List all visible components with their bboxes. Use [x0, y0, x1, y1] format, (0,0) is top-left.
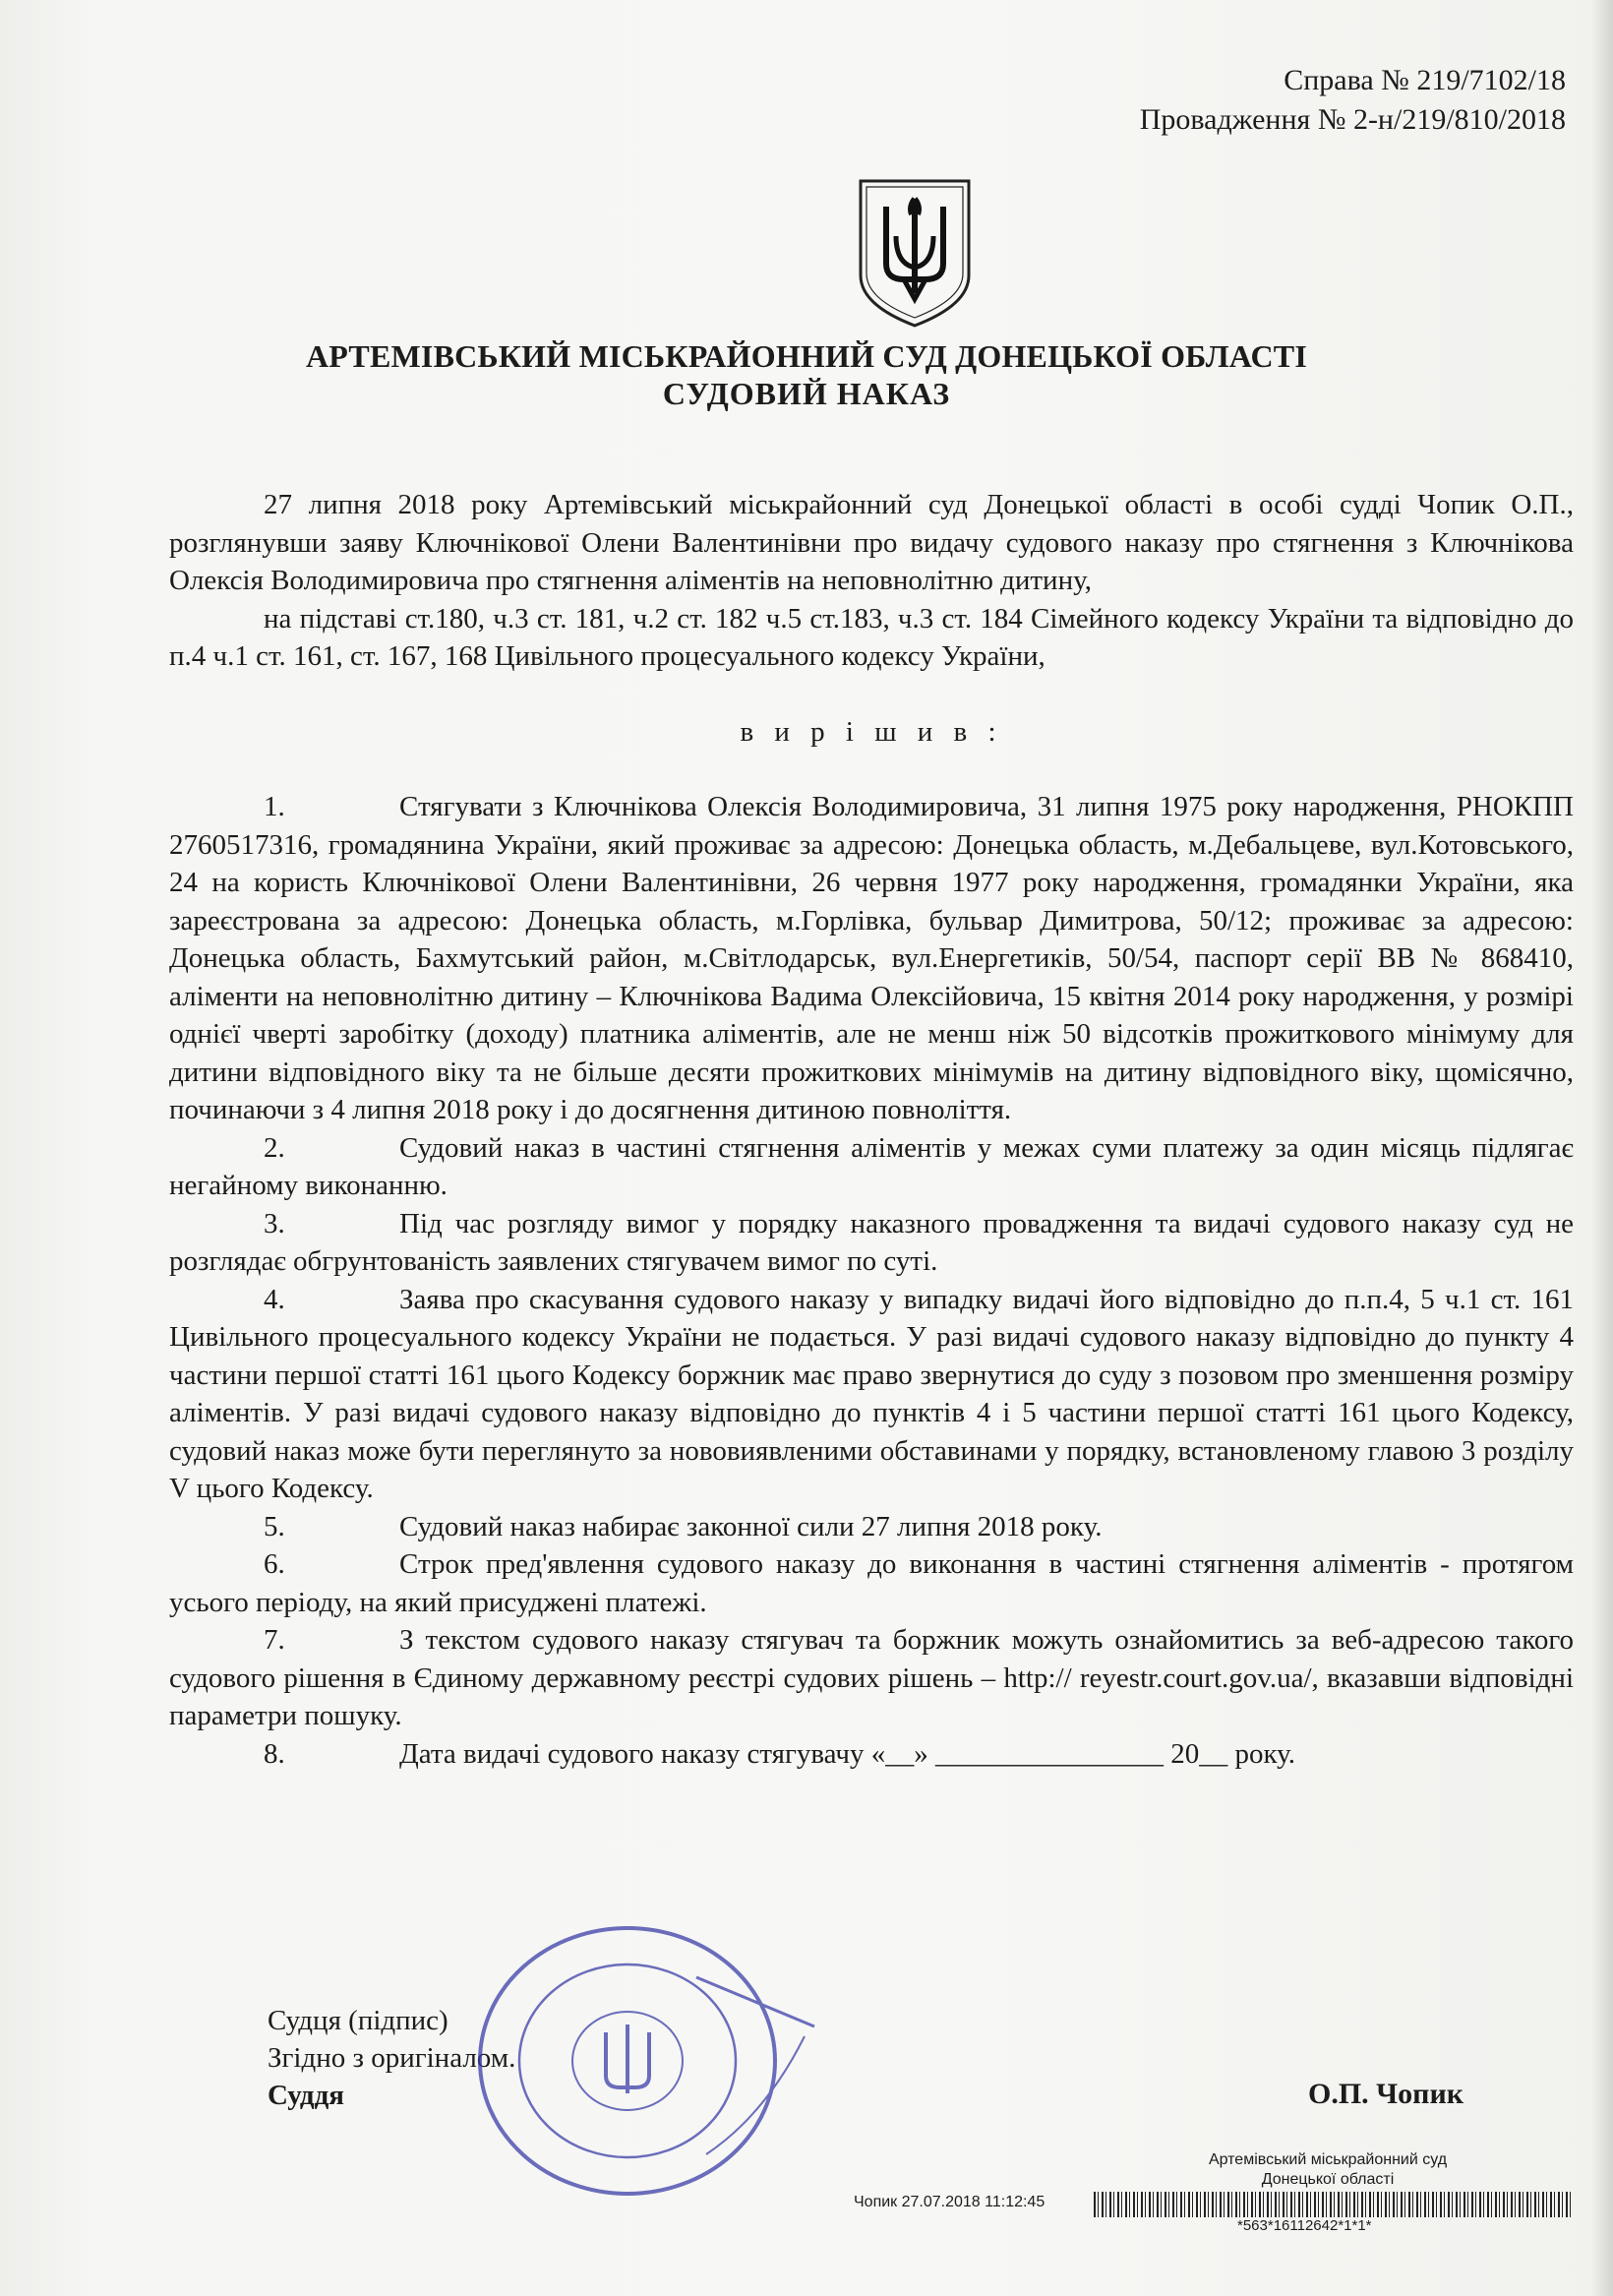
order-item: 8. Дата видачі судового наказу стягувачу «__» ________________ 20__ року. — [264, 1737, 1295, 1770]
proceeding-number: Провадження № 2-н/219/810/2018 — [1139, 103, 1566, 136]
judge-name: О.П. Чопик — [1308, 2078, 1464, 2110]
order-item: 3. Під час розгляду вимог у порядку наказного провадження та видачі судового наказу суд не розглядає обгрунтованість заявлених стягувачем вимог по суті. — [169, 1207, 1574, 1277]
legal-basis-paragraph: на підставі ст.180, ч.3 ст. 181, ч.2 ст. 182 ч.5 ст.183, ч.3 ст. 184 Сімейного кодексу України та відповідно до п.4 ч.1 ст. 161, ст. 167, 168 Цивільного процесуального кодексу України, — [169, 602, 1574, 672]
case-numbers — [1140, 61, 1566, 140]
document-type-heading: СУДОВИЙ НАКАЗ — [662, 376, 951, 411]
e-signature-court — [1161, 2150, 1495, 2190]
barcode-code: *563*16112642*1*1* — [1237, 2217, 1372, 2234]
judge-label: Суддя — [268, 2080, 344, 2111]
order-item: 5. Судовий наказ набирає законної сили 27 липня 2018 року. — [264, 1510, 1103, 1542]
barcode — [1094, 2192, 1574, 2217]
order-item: 1. Стягувати з Ключнікова Олексія Володимировича, 31 липня 1975 року народження, РНОКПП 2760517316, громадянина України, який проживає за адресою: Донецька область, м.Дебальцеве, вул.Котовського, 24 на користь Ключнікової Олени Валентинівни, 26 червня 1977 року народження, громадянки України, яка зареєстрована за адресою: Донецька область, м.Горлівка, бульвар Димитрова, 50/12; проживає за адресою: Донецька область, Бахмутський район, м.Світлодарськ, вул.Енергетиків, 50/54, паспорт серії ВВ № 868410, аліменти на неповнолітню дитину – Ключнікова Вадима Олексійовича, 15 квітня 2014 року народження, у розмірі однієї чверті заробітку (доходу) платника аліментів, але не менш ніж 50 відсотків прожиткового мінімуму для дитини відповідного віку та не більше десяти прожиткових мінімумів на дитину відповідного віку, щомісячно, починаючи з 4 липня 2018 року і до досягнення дитиною повноліття. — [169, 791, 1574, 1125]
ukraine-trident-emblem-icon — [857, 177, 973, 330]
court-name-heading: АРТЕМІВСЬКИЙ МІСЬКРАЙОННИЙ СУД ДОНЕЦЬКОЇ ОБЛАСТІ — [305, 338, 1308, 374]
decision-heading: в и р і ш и в : — [740, 715, 1003, 748]
certified-copy-note: Згідно з оригіналом. — [268, 2042, 516, 2074]
order-item: 4. Заява про скасування судового наказу у випадку видачі його відповідно до п.п.4, 5 ч.1 ст. 161 Цивільного процесуального кодексу України не подається. У разі видачі судового наказу відповідно до пункту 4 частини першої статті 161 цього Кодексу боржник має право звернутися до суду з позовом про зменшення розміру аліментів. У разі видачі судового наказу відповідно до пунктів 4 і 5 частини першої статті 161 цього Кодексу, судовий наказ може бути переглянуто за нововиявленими обставинами у порядку, встановленому главою 3 розділу V цього Кодексу. — [169, 1283, 1574, 1504]
intro-paragraph: 27 липня 2018 року Артемівський міськрайонний суд Донецької області в особі судді Чопик О.П., розглянувши заяву Ключнікової Олени Валентинівни про видачу судового наказу про стягнення з Ключнікова Олексія Володимировича про стягнення аліментів на неповнолітню дитину, — [169, 489, 1574, 596]
court-seal-stamp-icon — [470, 1918, 824, 2213]
e-signature-timestamp: Чопик 27.07.2018 11:12:45 — [854, 2194, 1045, 2210]
order-item: 6. Строк пред'явлення судового наказу до виконання в частині стягнення аліментів - протягом усього періоду, на який присуджені платежі. — [169, 1548, 1574, 1618]
e-signature-court-name: Артемівський міськрайонний суд — [1208, 2151, 1448, 2168]
case-number: Справа № 219/7102/18 — [1284, 64, 1566, 96]
e-signature-court-region: Донецької області — [1261, 2171, 1395, 2188]
order-item: 2. Судовий наказ в частині стягнення аліментів у межах суми платежу за один місяць підлягає негайному виконанню. — [169, 1131, 1574, 1201]
judge-signature-note: Судця (підпис) — [268, 2005, 448, 2036]
order-body — [169, 486, 1574, 1773]
order-item: 7. З текстом судового наказу стягувач та боржник можуть ознайомитись за веб-адресою такого судового рішення в Єдиному державному реєстрі судових рішень – http:// reyestr.court.gov.ua/, вказавши відповідні параметри пошуку. — [169, 1624, 1574, 1731]
